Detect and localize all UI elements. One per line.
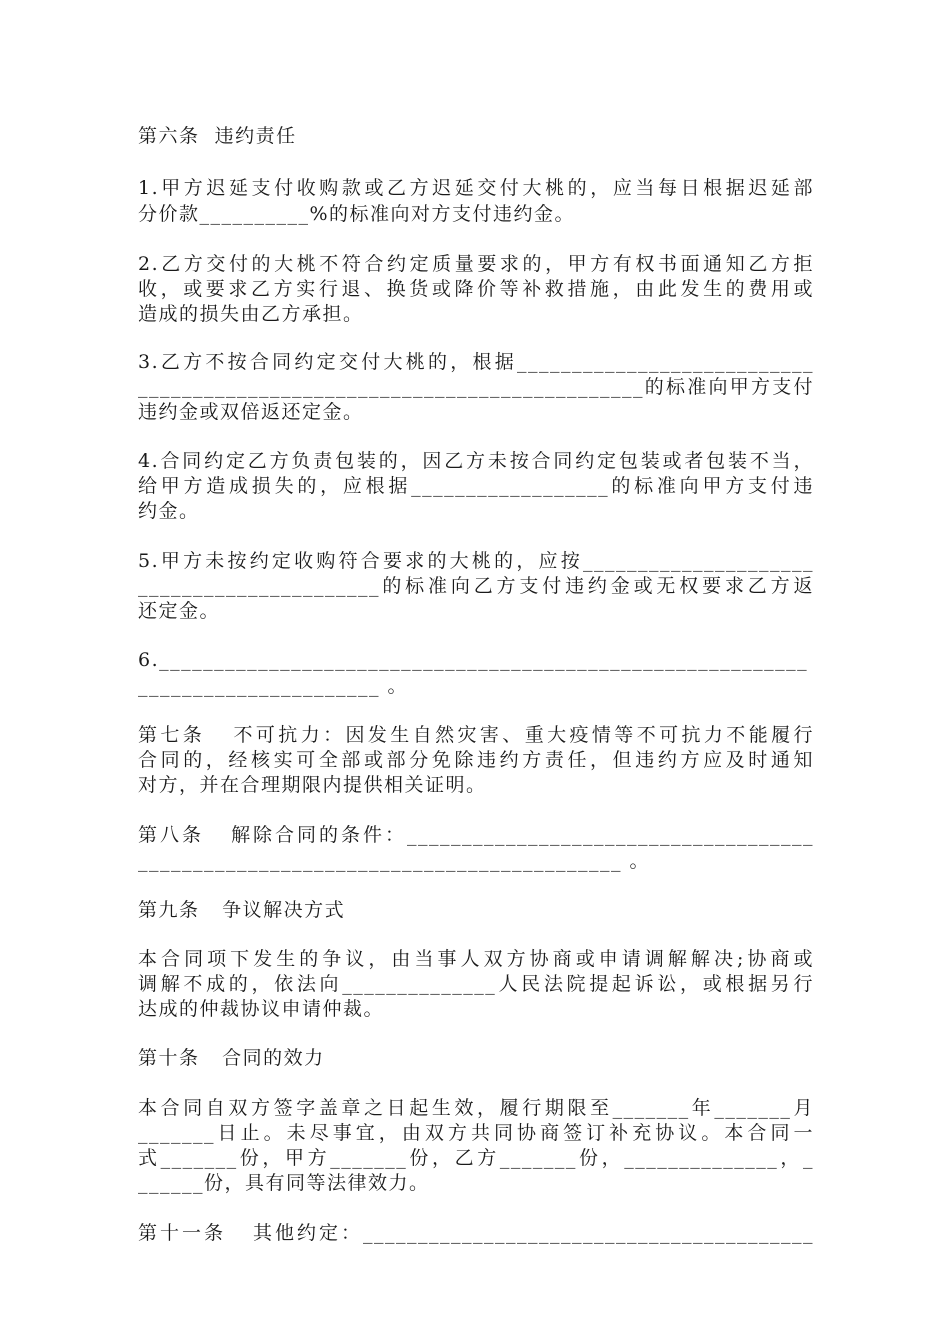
article-10-line-3: 式_______份，甲方_______份，乙方_______份，______________，_	[138, 1147, 814, 1169]
article-6-heading: 第六条 违约责任	[138, 125, 297, 147]
article-7-line-2: 合同的，经核实可全部或部分免除违约方责任，但违约方应及时通知	[138, 749, 814, 771]
article-9-line-2: 调解不成的，依法向______________人民法院提起诉讼，或根据另行	[138, 973, 814, 995]
clause-6-4-line-2: 给甲方造成损失的，应根据__________________的标准向甲方支付违	[138, 475, 814, 497]
article-9-heading: 第九条 争议解决方式	[138, 899, 346, 921]
clause-6-4-line-3: 约金。	[138, 500, 200, 522]
clause-6-3-line-3: 违约金或双倍返还定金。	[138, 401, 364, 423]
clause-6-5-line-1: 5.甲方未按约定收购符合要求的大桃的，应按_____________________	[138, 550, 814, 572]
article-10-line-1: 本合同自双方签字盖章之日起生效，履行期限至_______年_______月	[138, 1097, 814, 1119]
clause-6-2-line-2: 收，或要求乙方实行退、换货或降价等补救措施，由此发生的费用或	[138, 278, 814, 300]
clause-6-6-line-2: ______________________ 。	[138, 675, 409, 697]
article-10-line-4: ______份，具有同等法律效力。	[138, 1172, 430, 1194]
clause-6-1-line-1: 1.甲方迟延支付收购款或乙方迟延交付大桃的，应当每日根据迟延部	[138, 177, 814, 199]
article-10-line-2: _______日止。未尽事宜，由双方共同协商签订补充协议。本合同一	[138, 1122, 814, 1144]
article-8-line-2: ____________________________________________ 。	[138, 850, 651, 872]
clause-6-6-line-1: 6.___________________________________________________________	[138, 649, 809, 671]
article-9-line-3: 达成的仲裁协议申请仲裁。	[138, 998, 385, 1020]
article-11-line-1: 第十一条 其他约定：_________________________________________	[138, 1222, 814, 1244]
clause-6-3-line-1: 3.乙方不按合同约定交付大桃的，根据___________________________	[138, 351, 814, 373]
article-9-line-1: 本合同项下发生的争议，由当事人双方协商或申请调解解决;协商或	[138, 948, 814, 970]
article-7-line-3: 对方，并在合理期限内提供相关证明。	[138, 774, 487, 796]
article-10-heading: 第十条 合同的效力	[138, 1047, 325, 1069]
clause-6-2-line-3: 造成的损失由乙方承担。	[138, 303, 364, 325]
clause-6-5-line-2: ______________________的标准向乙方支付违约金或无权要求乙方返	[138, 575, 814, 597]
clause-6-1-line-2: 分价款__________%的标准向对方支付违约金。	[138, 203, 576, 225]
clause-6-2-line-1: 2.乙方交付的大桃不符合约定质量要求的，甲方有权书面通知乙方拒	[138, 253, 814, 275]
clause-6-5-line-3: 还定金。	[138, 600, 221, 622]
clause-6-3-line-2: ______________________________________________的标准向甲方支付	[138, 376, 814, 398]
clause-6-4-line-1: 4.合同约定乙方负责包装的，因乙方未按合同约定包装或者包装不当，	[138, 450, 814, 472]
article-8-line-1: 第八条 解除合同的条件：_____________________________________	[138, 824, 814, 846]
article-7-line-1: 第七条 不可抗力：因发生自然灾害、重大疫情等不可抗力不能履行	[138, 724, 814, 746]
